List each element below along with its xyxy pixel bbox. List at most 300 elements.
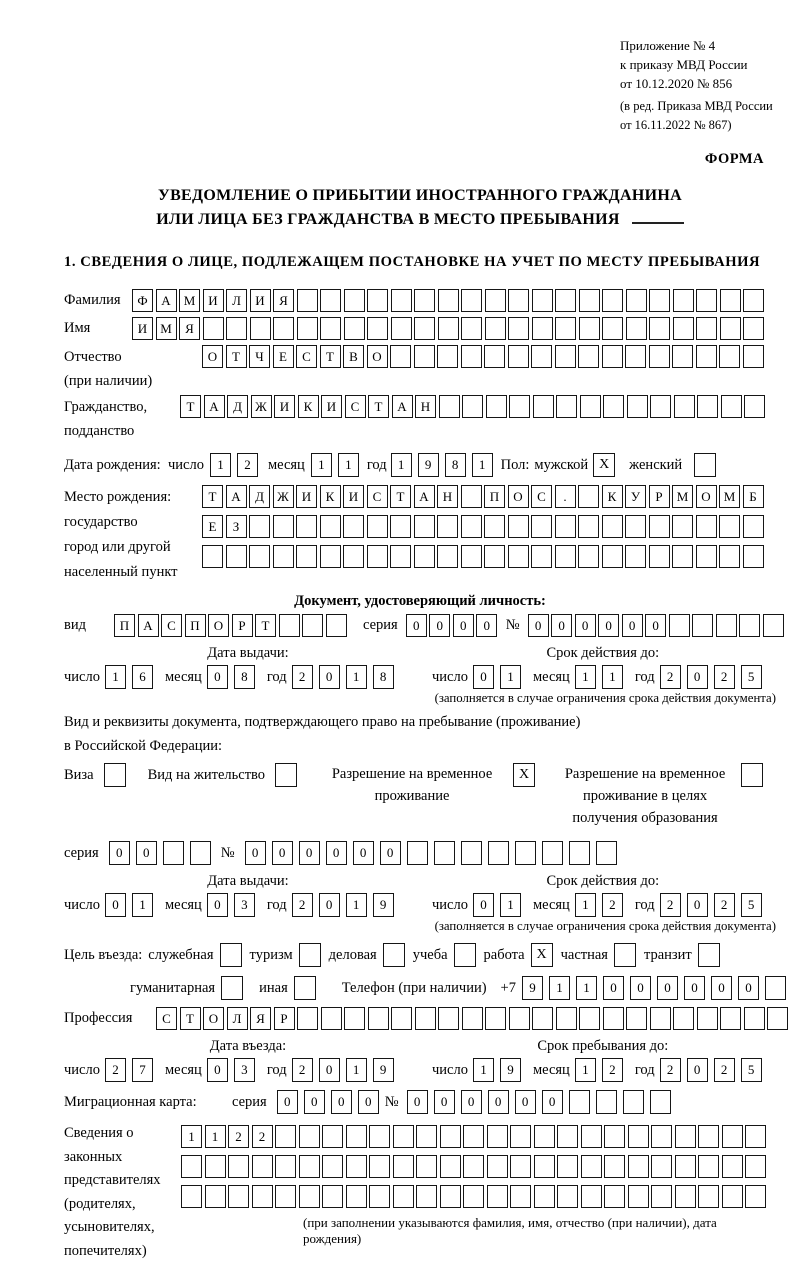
char-box[interactable]: О — [202, 345, 223, 368]
char-box[interactable]: А — [138, 614, 159, 637]
char-box[interactable]: 1 — [338, 453, 359, 477]
char-box[interactable]: 1 — [500, 893, 521, 917]
char-box[interactable]: К — [320, 485, 341, 508]
char-box[interactable]: Т — [180, 1007, 201, 1030]
char-box[interactable] — [579, 317, 600, 340]
char-box[interactable] — [628, 1125, 649, 1148]
char-box[interactable]: 0 — [380, 841, 401, 865]
char-box[interactable]: Т — [255, 614, 276, 637]
char-box[interactable]: 2 — [292, 1058, 313, 1082]
char-box[interactable] — [391, 289, 412, 312]
char-box[interactable] — [555, 289, 576, 312]
char-box[interactable] — [628, 1155, 649, 1178]
char-box[interactable] — [510, 1125, 531, 1148]
char-box[interactable] — [463, 1125, 484, 1148]
purpose-humanitarian-checkbox[interactable] — [221, 976, 243, 1000]
char-box[interactable] — [581, 1155, 602, 1178]
char-box[interactable] — [603, 1007, 624, 1030]
char-box[interactable]: Т — [202, 485, 223, 508]
char-box[interactable]: 1 — [311, 453, 332, 477]
char-box[interactable] — [461, 317, 482, 340]
char-box[interactable]: Я — [179, 317, 200, 340]
purpose-business-checkbox[interactable] — [383, 943, 405, 967]
char-box[interactable] — [163, 841, 184, 865]
char-box[interactable] — [602, 515, 623, 538]
char-box[interactable]: С — [296, 345, 317, 368]
char-box[interactable] — [320, 545, 341, 568]
char-box[interactable]: 0 — [630, 976, 651, 1000]
char-box[interactable] — [463, 1155, 484, 1178]
char-box[interactable]: 7 — [132, 1058, 153, 1082]
char-box[interactable]: У — [625, 485, 646, 508]
char-box[interactable]: Ж — [251, 395, 272, 418]
char-box[interactable] — [367, 317, 388, 340]
char-box[interactable] — [393, 1155, 414, 1178]
char-box[interactable] — [651, 1155, 672, 1178]
char-box[interactable] — [697, 395, 718, 418]
char-box[interactable] — [625, 345, 646, 368]
char-box[interactable]: 1 — [576, 976, 597, 1000]
char-box[interactable] — [486, 395, 507, 418]
char-box[interactable] — [743, 515, 764, 538]
char-box[interactable] — [743, 345, 764, 368]
char-box[interactable] — [414, 545, 435, 568]
char-box[interactable]: М — [672, 485, 693, 508]
char-box[interactable]: В — [343, 345, 364, 368]
char-box[interactable]: 0 — [326, 841, 347, 865]
char-box[interactable]: И — [274, 395, 295, 418]
char-box[interactable] — [578, 515, 599, 538]
char-box[interactable] — [625, 515, 646, 538]
char-box[interactable] — [320, 289, 341, 312]
char-box[interactable] — [415, 1007, 436, 1030]
char-box[interactable] — [297, 1007, 318, 1030]
char-box[interactable] — [744, 395, 765, 418]
char-box[interactable] — [719, 545, 740, 568]
char-box[interactable]: 1 — [473, 1058, 494, 1082]
char-box[interactable]: С — [367, 485, 388, 508]
char-box[interactable] — [672, 545, 693, 568]
char-box[interactable] — [534, 1185, 555, 1208]
char-box[interactable] — [509, 1007, 530, 1030]
char-box[interactable] — [275, 1155, 296, 1178]
char-box[interactable] — [487, 1155, 508, 1178]
char-box[interactable]: О — [696, 485, 717, 508]
char-box[interactable]: 0 — [461, 1090, 482, 1114]
char-box[interactable] — [763, 614, 784, 637]
char-box[interactable] — [672, 515, 693, 538]
char-box[interactable] — [367, 515, 388, 538]
char-box[interactable] — [578, 345, 599, 368]
char-box[interactable] — [461, 485, 482, 508]
char-box[interactable] — [322, 1125, 343, 1148]
char-box[interactable] — [299, 1185, 320, 1208]
option-temp-residence-checkbox[interactable]: X — [513, 763, 535, 787]
char-box[interactable]: 0 — [358, 1090, 379, 1114]
char-box[interactable] — [369, 1155, 390, 1178]
char-box[interactable]: 1 — [549, 976, 570, 1000]
char-box[interactable]: Н — [415, 395, 436, 418]
char-box[interactable] — [698, 1185, 719, 1208]
char-box[interactable]: 3 — [234, 1058, 255, 1082]
char-box[interactable] — [368, 1007, 389, 1030]
char-box[interactable]: 2 — [105, 1058, 126, 1082]
char-box[interactable]: 2 — [660, 1058, 681, 1082]
char-box[interactable] — [569, 1090, 590, 1114]
option-temp-residence-edu-checkbox[interactable] — [741, 763, 763, 787]
char-box[interactable] — [484, 515, 505, 538]
char-box[interactable]: 0 — [304, 1090, 325, 1114]
char-box[interactable]: Т — [390, 485, 411, 508]
char-box[interactable] — [508, 545, 529, 568]
char-box[interactable] — [393, 1185, 414, 1208]
char-box[interactable] — [488, 841, 509, 865]
char-box[interactable] — [596, 841, 617, 865]
char-box[interactable]: 8 — [234, 665, 255, 689]
char-box[interactable]: Я — [250, 1007, 271, 1030]
char-box[interactable] — [461, 841, 482, 865]
char-box[interactable]: Р — [232, 614, 253, 637]
char-box[interactable] — [720, 1007, 741, 1030]
char-box[interactable] — [275, 1125, 296, 1148]
char-box[interactable]: 2 — [292, 665, 313, 689]
char-box[interactable]: 1 — [575, 1058, 596, 1082]
char-box[interactable]: 6 — [132, 665, 153, 689]
char-box[interactable]: О — [208, 614, 229, 637]
char-box[interactable] — [692, 614, 713, 637]
char-box[interactable]: 1 — [205, 1125, 226, 1148]
char-box[interactable]: 0 — [684, 976, 705, 1000]
char-box[interactable] — [484, 345, 505, 368]
char-box[interactable]: 2 — [252, 1125, 273, 1148]
char-box[interactable]: К — [602, 485, 623, 508]
char-box[interactable] — [581, 1125, 602, 1148]
char-box[interactable]: 0 — [598, 614, 619, 637]
char-box[interactable] — [320, 515, 341, 538]
char-box[interactable]: 9 — [522, 976, 543, 1000]
char-box[interactable] — [649, 345, 670, 368]
char-box[interactable]: П — [185, 614, 206, 637]
char-box[interactable]: 9 — [500, 1058, 521, 1082]
char-box[interactable] — [462, 1007, 483, 1030]
char-box[interactable] — [440, 1185, 461, 1208]
char-box[interactable] — [416, 1185, 437, 1208]
char-box[interactable]: Д — [249, 485, 270, 508]
char-box[interactable] — [279, 614, 300, 637]
char-box[interactable] — [484, 545, 505, 568]
char-box[interactable] — [440, 1125, 461, 1148]
char-box[interactable] — [461, 289, 482, 312]
sex-female-checkbox[interactable] — [694, 453, 716, 477]
char-box[interactable]: 0 — [528, 614, 549, 637]
char-box[interactable]: 2 — [714, 893, 735, 917]
char-box[interactable] — [390, 345, 411, 368]
char-box[interactable] — [719, 515, 740, 538]
char-box[interactable]: Ж — [273, 485, 294, 508]
char-box[interactable] — [322, 1185, 343, 1208]
char-box[interactable]: Я — [273, 289, 294, 312]
char-box[interactable] — [744, 1007, 765, 1030]
char-box[interactable] — [767, 1007, 788, 1030]
char-box[interactable] — [696, 289, 717, 312]
char-box[interactable] — [434, 841, 455, 865]
purpose-tourism-checkbox[interactable] — [299, 943, 321, 967]
char-box[interactable]: З — [226, 515, 247, 538]
char-box[interactable]: 0 — [473, 893, 494, 917]
char-box[interactable] — [414, 515, 435, 538]
char-box[interactable]: И — [250, 289, 271, 312]
char-box[interactable]: И — [203, 289, 224, 312]
char-box[interactable] — [249, 515, 270, 538]
char-box[interactable] — [299, 1155, 320, 1178]
char-box[interactable] — [579, 1007, 600, 1030]
char-box[interactable] — [226, 545, 247, 568]
char-box[interactable]: С — [531, 485, 552, 508]
char-box[interactable] — [297, 289, 318, 312]
char-box[interactable]: 0 — [434, 1090, 455, 1114]
char-box[interactable]: П — [484, 485, 505, 508]
char-box[interactable]: 1 — [105, 665, 126, 689]
char-box[interactable] — [623, 1090, 644, 1114]
char-box[interactable]: 5 — [741, 1058, 762, 1082]
char-box[interactable] — [346, 1125, 367, 1148]
char-box[interactable]: 9 — [373, 893, 394, 917]
char-box[interactable] — [440, 1155, 461, 1178]
char-box[interactable]: 1 — [575, 665, 596, 689]
char-box[interactable]: 2 — [660, 665, 681, 689]
char-box[interactable]: 1 — [132, 893, 153, 917]
option-visa-checkbox[interactable] — [104, 763, 126, 787]
char-box[interactable]: 2 — [660, 893, 681, 917]
char-box[interactable] — [743, 317, 764, 340]
char-box[interactable] — [604, 1185, 625, 1208]
char-box[interactable] — [649, 545, 670, 568]
char-box[interactable]: Т — [226, 345, 247, 368]
char-box[interactable] — [344, 1007, 365, 1030]
char-box[interactable] — [556, 395, 577, 418]
char-box[interactable]: Н — [437, 485, 458, 508]
char-box[interactable] — [579, 289, 600, 312]
char-box[interactable] — [627, 395, 648, 418]
char-box[interactable]: Е — [202, 515, 223, 538]
char-box[interactable] — [531, 515, 552, 538]
char-box[interactable] — [190, 841, 211, 865]
char-box[interactable] — [649, 289, 670, 312]
char-box[interactable] — [461, 515, 482, 538]
char-box[interactable]: А — [156, 289, 177, 312]
char-box[interactable] — [508, 515, 529, 538]
char-box[interactable] — [739, 614, 760, 637]
char-box[interactable] — [485, 317, 506, 340]
char-box[interactable] — [719, 345, 740, 368]
char-box[interactable] — [555, 317, 576, 340]
char-box[interactable] — [650, 1007, 671, 1030]
char-box[interactable] — [344, 317, 365, 340]
char-box[interactable]: П — [114, 614, 135, 637]
char-box[interactable] — [414, 345, 435, 368]
char-box[interactable] — [673, 1007, 694, 1030]
char-box[interactable]: 2 — [602, 1058, 623, 1082]
char-box[interactable]: 0 — [109, 841, 130, 865]
char-box[interactable] — [390, 545, 411, 568]
char-box[interactable] — [252, 1185, 273, 1208]
char-box[interactable]: Б — [743, 485, 764, 508]
char-box[interactable]: 0 — [277, 1090, 298, 1114]
char-box[interactable] — [461, 545, 482, 568]
char-box[interactable]: Л — [226, 289, 247, 312]
char-box[interactable] — [273, 317, 294, 340]
char-box[interactable]: 1 — [181, 1125, 202, 1148]
char-box[interactable]: С — [156, 1007, 177, 1030]
char-box[interactable]: С — [345, 395, 366, 418]
char-box[interactable] — [391, 1007, 412, 1030]
char-box[interactable]: И — [296, 485, 317, 508]
char-box[interactable] — [346, 1155, 367, 1178]
char-box[interactable]: 0 — [687, 893, 708, 917]
char-box[interactable]: 8 — [445, 453, 466, 477]
char-box[interactable]: 0 — [406, 614, 427, 637]
char-box[interactable]: С — [161, 614, 182, 637]
char-box[interactable] — [252, 1155, 273, 1178]
purpose-work-checkbox[interactable]: X — [531, 943, 553, 967]
char-box[interactable] — [581, 1185, 602, 1208]
char-box[interactable] — [626, 289, 647, 312]
char-box[interactable] — [625, 545, 646, 568]
char-box[interactable] — [462, 395, 483, 418]
char-box[interactable]: Е — [273, 345, 294, 368]
char-box[interactable] — [437, 545, 458, 568]
char-box[interactable] — [181, 1155, 202, 1178]
char-box[interactable] — [675, 1185, 696, 1208]
char-box[interactable] — [369, 1185, 390, 1208]
char-box[interactable]: 0 — [429, 614, 450, 637]
char-box[interactable]: 1 — [575, 893, 596, 917]
char-box[interactable]: 2 — [228, 1125, 249, 1148]
char-box[interactable]: 0 — [738, 976, 759, 1000]
char-box[interactable] — [296, 515, 317, 538]
char-box[interactable] — [626, 317, 647, 340]
char-box[interactable]: 5 — [741, 665, 762, 689]
char-box[interactable]: К — [298, 395, 319, 418]
char-box[interactable]: 0 — [575, 614, 596, 637]
char-box[interactable] — [273, 515, 294, 538]
char-box[interactable] — [697, 1007, 718, 1030]
char-box[interactable] — [745, 1185, 766, 1208]
char-box[interactable]: 0 — [353, 841, 374, 865]
char-box[interactable] — [437, 515, 458, 538]
sex-male-checkbox[interactable]: X — [593, 453, 615, 477]
char-box[interactable] — [485, 289, 506, 312]
char-box[interactable]: 0 — [272, 841, 293, 865]
char-box[interactable] — [649, 515, 670, 538]
char-box[interactable] — [650, 1090, 671, 1114]
char-box[interactable]: 1 — [210, 453, 231, 477]
char-box[interactable] — [532, 1007, 553, 1030]
char-box[interactable]: А — [392, 395, 413, 418]
char-box[interactable] — [510, 1155, 531, 1178]
char-box[interactable]: 0 — [711, 976, 732, 1000]
char-box[interactable] — [321, 1007, 342, 1030]
purpose-study-checkbox[interactable] — [454, 943, 476, 967]
char-box[interactable] — [743, 545, 764, 568]
char-box[interactable] — [698, 1125, 719, 1148]
char-box[interactable]: 0 — [515, 1090, 536, 1114]
char-box[interactable]: Т — [180, 395, 201, 418]
char-box[interactable] — [414, 289, 435, 312]
char-box[interactable]: А — [204, 395, 225, 418]
char-box[interactable] — [508, 289, 529, 312]
char-box[interactable]: 0 — [622, 614, 643, 637]
char-box[interactable] — [296, 545, 317, 568]
char-box[interactable]: Л — [227, 1007, 248, 1030]
char-box[interactable]: 0 — [687, 1058, 708, 1082]
char-box[interactable]: 0 — [319, 665, 340, 689]
char-box[interactable] — [532, 289, 553, 312]
char-box[interactable] — [509, 395, 530, 418]
char-box[interactable]: О — [367, 345, 388, 368]
char-box[interactable]: 0 — [657, 976, 678, 1000]
char-box[interactable]: 2 — [292, 893, 313, 917]
char-box[interactable] — [181, 1185, 202, 1208]
char-box[interactable] — [367, 545, 388, 568]
char-box[interactable] — [534, 1155, 555, 1178]
char-box[interactable] — [508, 317, 529, 340]
char-box[interactable] — [343, 545, 364, 568]
char-box[interactable] — [416, 1155, 437, 1178]
char-box[interactable]: 0 — [319, 1058, 340, 1082]
char-box[interactable] — [675, 1155, 696, 1178]
char-box[interactable] — [722, 1125, 743, 1148]
char-box[interactable] — [367, 289, 388, 312]
char-box[interactable]: 0 — [551, 614, 572, 637]
char-box[interactable] — [487, 1185, 508, 1208]
char-box[interactable] — [696, 545, 717, 568]
char-box[interactable]: 0 — [207, 665, 228, 689]
char-box[interactable] — [532, 317, 553, 340]
char-box[interactable] — [273, 545, 294, 568]
char-box[interactable]: Т — [320, 345, 341, 368]
char-box[interactable] — [487, 1125, 508, 1148]
char-box[interactable] — [669, 614, 690, 637]
char-box[interactable] — [228, 1155, 249, 1178]
char-box[interactable] — [696, 345, 717, 368]
char-box[interactable]: 0 — [105, 893, 126, 917]
char-box[interactable]: 0 — [603, 976, 624, 1000]
char-box[interactable] — [203, 317, 224, 340]
char-box[interactable]: И — [343, 485, 364, 508]
char-box[interactable]: 0 — [542, 1090, 563, 1114]
char-box[interactable] — [438, 317, 459, 340]
char-box[interactable] — [205, 1185, 226, 1208]
char-box[interactable] — [302, 614, 323, 637]
char-box[interactable]: 2 — [714, 665, 735, 689]
char-box[interactable] — [226, 317, 247, 340]
char-box[interactable] — [649, 317, 670, 340]
char-box[interactable]: 0 — [319, 893, 340, 917]
char-box[interactable]: 0 — [687, 665, 708, 689]
char-box[interactable]: 9 — [418, 453, 439, 477]
char-box[interactable] — [322, 1155, 343, 1178]
char-box[interactable] — [604, 1125, 625, 1148]
char-box[interactable] — [510, 1185, 531, 1208]
char-box[interactable]: 0 — [331, 1090, 352, 1114]
char-box[interactable] — [326, 614, 347, 637]
char-box[interactable]: 0 — [476, 614, 497, 637]
char-box[interactable] — [299, 1125, 320, 1148]
char-box[interactable] — [393, 1125, 414, 1148]
char-box[interactable] — [320, 317, 341, 340]
char-box[interactable] — [602, 545, 623, 568]
